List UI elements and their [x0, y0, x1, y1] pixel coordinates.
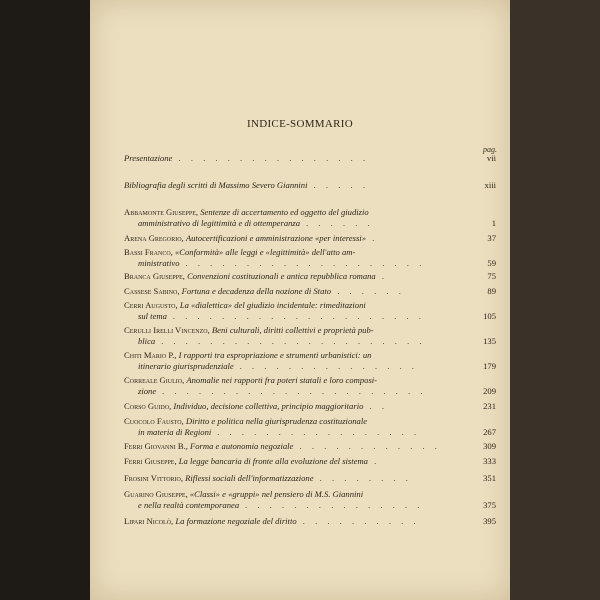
toc-leader-dots: . .	[363, 401, 388, 411]
toc-leader-dots: . . . . . .	[300, 217, 374, 228]
toc-title: Convenzioni costituzionali e antica repubblica romana	[187, 271, 376, 281]
toc-leader-dots: . . . . . . . . . . . . . . . . . . . . . .	[155, 335, 426, 346]
toc-entry-text	[124, 247, 496, 268]
toc-author: Guarino Giuseppe,	[124, 489, 190, 499]
toc-leader-dots: . . . . . . . .	[313, 473, 412, 483]
book-page	[90, 0, 510, 600]
toc-entry-text	[124, 153, 496, 164]
toc-author: Cassese Sabino,	[124, 286, 182, 296]
toc-entry-text	[124, 286, 496, 297]
toc-title: «Conformità» alle leggi e «legittimità» dell'atto am-	[174, 247, 356, 257]
toc-leader-dots: . . . . . . . . . . . . . . . . .	[211, 426, 421, 437]
toc-author: Branca Giuseppe,	[124, 271, 188, 281]
toc-leader-dots: . . . . . .	[331, 286, 405, 296]
toc-author: Arena Gregorio,	[124, 233, 186, 243]
toc-title-continuation: itinerario giurisprudenziale . . . . . . . . . . . . . . .	[138, 360, 419, 371]
toc-entry-text	[124, 516, 496, 527]
toc-author: Lipari Nicolò,	[124, 516, 176, 526]
toc-title: Autocertificazioni e amministrazione «per interessi»	[185, 233, 366, 243]
toc-entry	[124, 350, 496, 371]
page-title: INDICE-SOMMARIO	[247, 118, 353, 130]
toc-title-continuation: blica . . . . . . . . . . . . . . . . . . . . . .	[138, 335, 426, 346]
toc-entry	[124, 233, 496, 244]
toc-page-number: 37	[487, 233, 496, 243]
toc-entry	[124, 416, 496, 437]
toc-page-number: 267	[483, 426, 496, 437]
toc-page-number: 351	[483, 473, 496, 483]
toc-entry-text	[124, 350, 496, 371]
toc-title: I rapporti tra espropriazione e strumenti urbanistici: un	[178, 350, 372, 360]
toc-page-number: 309	[483, 441, 496, 451]
toc-author: Frosini Vittorio,	[124, 473, 186, 483]
toc-entry	[124, 153, 496, 164]
toc-page-number: 59	[487, 257, 496, 268]
toc-page-number: 105	[483, 310, 496, 321]
toc-title: Bibliografia degli scritti di Massimo Severo Giannini	[124, 180, 308, 190]
toc-title: «Classi» e «gruppi» nel pensiero di M.S. Giannini	[189, 489, 364, 499]
background-left	[0, 0, 90, 600]
toc-entry	[124, 401, 496, 412]
toc-leader-dots: . . . . . . . . . . . . . . . .	[172, 153, 370, 163]
toc-entry	[124, 489, 496, 510]
toc-entry-text	[124, 489, 496, 510]
toc-author: Cuocolo Fausto,	[124, 416, 186, 426]
toc-entry	[124, 271, 496, 282]
toc-title: La «dialettica» del giudizio incidentale: rimeditazioni	[179, 300, 366, 310]
toc-entry	[124, 247, 496, 268]
toc-author: Bassi Franco,	[124, 247, 175, 257]
toc-entry	[124, 516, 496, 527]
toc-page-number: 75	[487, 271, 496, 281]
toc-page-number: 375	[483, 499, 496, 510]
toc-leader-dots: . . . . . . . . . .	[296, 516, 420, 526]
toc-page-number: 89	[487, 286, 496, 296]
toc-title: Presentazione	[124, 153, 173, 163]
toc-entry	[124, 375, 496, 396]
toc-author: Ferri Giuseppe,	[124, 456, 179, 466]
toc-leader-dots: . . . . . . . . . . . . . . . . . . . .	[179, 257, 426, 268]
toc-page-number: 395	[483, 516, 496, 526]
toc-entry-text	[124, 401, 496, 412]
toc-title: Sentenze di accertamento ed oggetto del giudizio	[200, 207, 369, 217]
toc-title: Fortuna e decadenza della nozione di Stato	[181, 286, 332, 296]
toc-entry-text	[124, 180, 496, 191]
pag-column-header: pag.	[483, 145, 497, 154]
toc-leader-dots: .	[375, 271, 389, 281]
toc-title: La formazione negoziale del diritto	[175, 516, 297, 526]
toc-leader-dots: . . . . . . . . . . . . . . . . . . . . .	[166, 310, 426, 321]
toc-title: Individuo, decisione collettiva, principio maggioritario	[173, 401, 364, 411]
toc-title-continuation: sul tema . . . . . . . . . . . . . . . . . . . . .	[138, 310, 426, 321]
toc-entry	[124, 325, 496, 346]
toc-author: Cerulli Irelli Vincenzo,	[124, 325, 212, 335]
toc-entry	[124, 441, 496, 452]
toc-author: Correale Giulio,	[124, 375, 187, 385]
toc-leader-dots: . . . . . . . . . . . . . . .	[239, 499, 424, 510]
toc-entry-text	[124, 325, 496, 346]
toc-title: Anomalie nei rapporti fra poteri statali e loro composi-	[186, 375, 378, 385]
toc-title-continuation: amministrativo di legittimità e di ottemperanza . . . . . .	[138, 217, 374, 228]
toc-entry-text	[124, 271, 496, 282]
toc-title: La legge bancaria di fronte alla evoluzione del sistema	[178, 456, 368, 466]
toc-page-number: xiii	[484, 180, 496, 190]
toc-entry	[124, 300, 496, 321]
toc-page-number: 1	[491, 217, 496, 228]
toc-author: Abbamonte Giuseppe,	[124, 207, 201, 217]
toc-author: Corso Guido,	[124, 401, 174, 411]
toc-page-number: 179	[483, 360, 496, 371]
toc-title: Riflessi sociali dell'informatizzazione	[185, 473, 314, 483]
toc-leader-dots: .	[367, 456, 381, 466]
toc-entry-text	[124, 416, 496, 437]
toc-page-number: 333	[483, 456, 496, 466]
toc-author: Cerri Augusto,	[124, 300, 180, 310]
toc-page-number: vii	[486, 153, 496, 163]
toc-entry	[124, 207, 496, 228]
toc-page-number: 231	[483, 401, 496, 411]
toc-leader-dots: . . . . . . . . . . . . . . .	[233, 360, 419, 371]
toc-title-continuation: zione . . . . . . . . . . . . . . . . . . . . . .	[138, 385, 427, 396]
toc-leader-dots: . . . . .	[307, 180, 369, 190]
toc-leader-dots: . . . . . . . . . . . .	[293, 441, 441, 451]
toc-entry-text	[124, 473, 496, 484]
toc-title-continuation: in materia di Regioni . . . . . . . . . . . . . . . . .	[138, 426, 421, 437]
toc-title: Diritto e politica nella giurisprudenza costituzionale	[185, 416, 368, 426]
toc-entry-text	[124, 233, 496, 244]
toc-author: Chiti Mario P.,	[124, 350, 179, 360]
background-right	[510, 0, 600, 600]
toc-author: Ferri Giovanni B.,	[124, 441, 191, 451]
toc-entry	[124, 180, 496, 191]
toc-page-number: 209	[483, 385, 496, 396]
toc-entry-text	[124, 207, 496, 228]
toc-title: Forma e autonomia negoziale	[190, 441, 294, 451]
toc-entry	[124, 456, 496, 467]
toc-entry-text	[124, 300, 496, 321]
toc-entry-text	[124, 375, 496, 396]
toc-title-continuation: e nella realtà contemporanea . . . . . . . . . . . . . . .	[138, 499, 424, 510]
toc-page-number: 135	[483, 335, 496, 346]
toc-entry	[124, 286, 496, 297]
toc-leader-dots: .	[366, 233, 379, 243]
toc-entry	[124, 473, 496, 484]
toc-title: Beni culturali, diritti collettivi e proprietà pub-	[211, 325, 374, 335]
toc-entry-text	[124, 456, 496, 467]
toc-leader-dots: . . . . . . . . . . . . . . . . . . . . . .	[156, 385, 427, 396]
toc-entry-text	[124, 441, 496, 452]
toc-title-continuation: ministrativo . . . . . . . . . . . . . . . . . . . .	[138, 257, 426, 268]
toc-entries	[90, 0, 510, 600]
